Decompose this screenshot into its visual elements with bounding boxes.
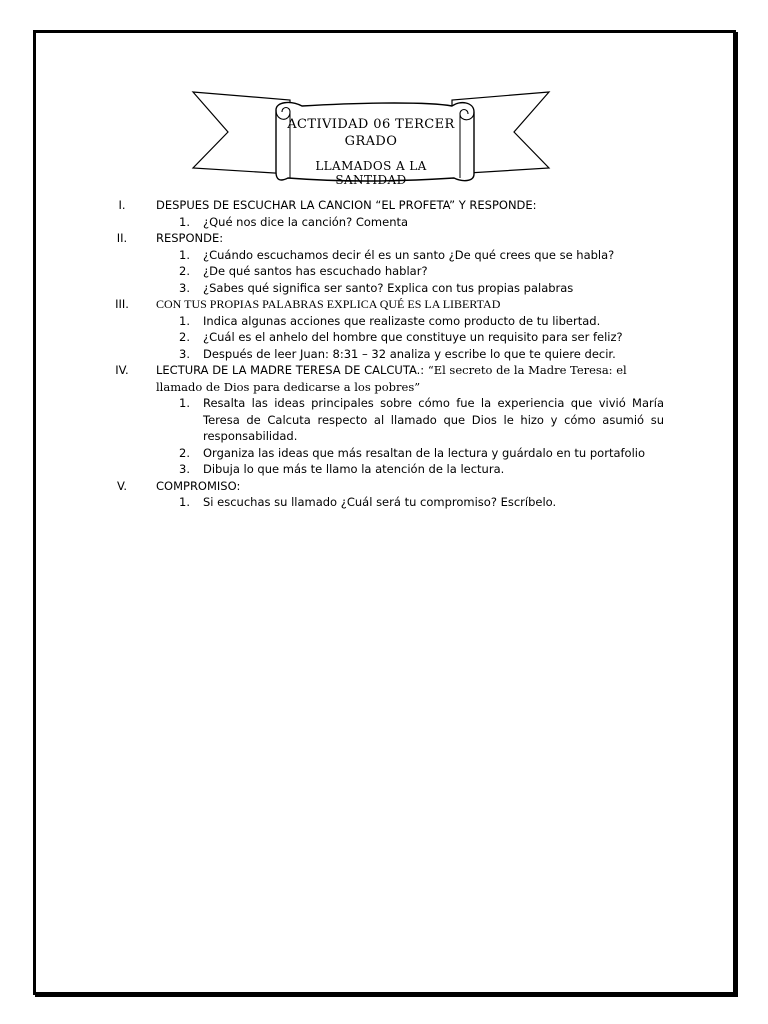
item-number: 3. <box>179 346 190 361</box>
item-number: 3. <box>179 462 190 476</box>
section-1 <box>104 197 664 230</box>
item-number: 1. <box>179 313 190 328</box>
item-text: ¿Cuál es el anhelo del hombre que constituye un requisito para ser feliz? <box>203 330 623 344</box>
list-item <box>179 346 664 363</box>
section-number: III. <box>115 297 129 311</box>
section-heading-text: LECTURA DE LA MADRE TERESA DE CALCUTA.: <box>156 363 425 377</box>
activity-list <box>104 197 664 511</box>
activity-title: ACTIVIDAD 06 TERCER GRADO <box>287 117 455 149</box>
item-text: ¿De qué santos has escuchado hablar? <box>203 264 428 278</box>
section-heading: COMPROMISO: <box>156 478 241 493</box>
section-heading: DESPUES DE ESCUCHAR LA CANCION “EL PROFETA” Y RESPONDE: <box>156 198 537 212</box>
item-number: 1. <box>179 247 190 262</box>
section-number: V. <box>116 478 128 493</box>
section-3 <box>104 296 664 362</box>
item-text: Si escuchas su llamado ¿Cuál será tu compromiso? Escríbelo. <box>203 495 557 509</box>
list-item <box>179 247 664 264</box>
section-2 <box>104 230 664 296</box>
item-text: ¿Cuándo escuchamos decir él es un santo ¿De qué crees que se habla? <box>203 247 615 262</box>
item-number: 2. <box>179 445 190 460</box>
item-text: Organiza las ideas que más resaltan de la lectura y guárdalo en tu portafolio <box>203 445 646 460</box>
item-number: 1. <box>179 396 190 410</box>
section-heading: RESPONDE: <box>156 231 224 245</box>
list-item <box>179 263 664 280</box>
section-heading: CON TUS PROPIAS PALABRAS EXPLICA QUÉ ES LA LIBERTAD <box>156 297 501 311</box>
section-number: II. <box>116 231 128 245</box>
section-number: I. <box>118 198 126 212</box>
section-number: IV. <box>115 363 129 377</box>
item-number: 3. <box>179 280 190 295</box>
item-text: Después de leer Juan: 8:31 – 32 analiza y escribe lo que te quiere decir. <box>203 346 616 361</box>
activity-subtitle: LLAMADOS A LA SANTIDAD <box>315 159 427 187</box>
item-text: ¿Qué nos dice la canción? Comenta <box>203 214 409 229</box>
reading-title-quote: “El secreto de la Madre Teresa: el llamado de Dios para dedicarse a los pobres” <box>156 363 627 394</box>
list-item <box>179 445 664 462</box>
item-text: Indica algunas acciones que realizaste como producto de tu libertad. <box>203 313 601 328</box>
title-ribbon-banner <box>190 88 552 187</box>
item-number: 1. <box>179 214 190 229</box>
item-number: 2. <box>179 330 190 344</box>
list-item <box>179 395 664 445</box>
section-5 <box>104 478 664 511</box>
list-item <box>179 214 664 231</box>
item-number: 2. <box>179 264 190 278</box>
section-heading <box>156 362 664 395</box>
list-item <box>179 494 664 511</box>
item-number: 1. <box>179 495 190 509</box>
item-text: Dibuja lo que más te llamo la atención de la lectura. <box>203 462 505 476</box>
list-item <box>179 280 664 297</box>
item-text: ¿Sabes qué significa ser santo? Explica con tus propias palabras <box>203 280 574 295</box>
section-4 <box>104 362 664 478</box>
list-item <box>179 329 664 346</box>
list-item <box>179 461 664 478</box>
list-item <box>179 313 664 330</box>
item-text: Resalta las ideas principales sobre cómo fue la experiencia que vivió María Teresa de Calcuta respecto al llamado que Dios le hizo y cómo asumió su responsabilidad. <box>203 396 664 443</box>
